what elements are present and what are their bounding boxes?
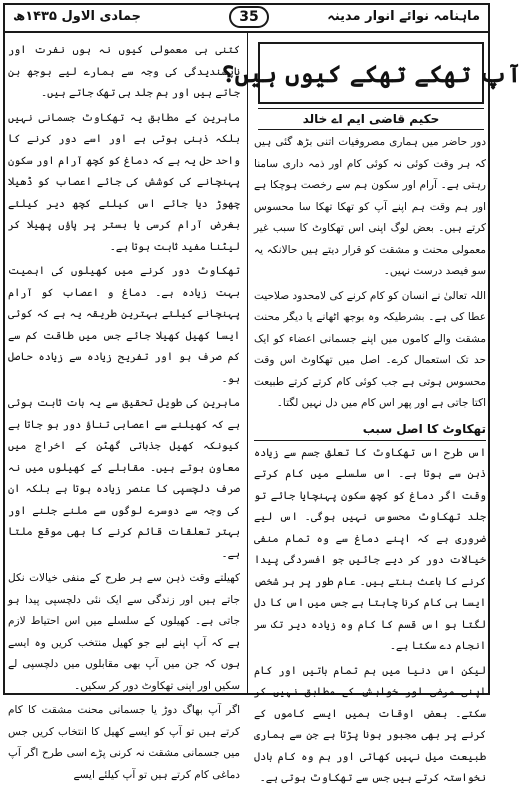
- paragraph: دور حاضر میں ہماری مصروفیات اتنی بڑھ گئی ہیں کہ ہر وقت کوئی نہ کوئی کام اور ذمہ داری سامنا رہتی ہے۔ آرام اور سکون ہم سے رخصت ہوچکا ہے اور ہم وقت ہم اپنے آپ کو تھکا تھکا سا محسوس کرتے ہیں۔ بعض لوگ اپنی اس تھکاوٹ کا سبب غیر معمولی محنت و مشقت کو قرار دیتے ہیں حالانکہ یہ سو فیصد درست نہیں۔: [254, 136, 486, 277]
- magazine-name: ماہنامہ نوائے انوار مدینہ: [327, 9, 480, 24]
- article-title-box: [220, 42, 521, 104]
- paragraph: لیکن اس دنیا میں ہم تمام باتیں اور کام اپنی مرضی اور خواہش کے مطابق نہیں کر سکتے۔ بعض اوقات ہمیں ایسے کاموں کے کرنے پر بھی مجبور ہونا پڑتا ہے جن سے ہماری طبیعت میل نہیں کھاتی اور ہم وہ کام بادل نخواستہ کرتے ہیں جس سے تھکاوٹ ہوتی ہے۔: [254, 664, 486, 784]
- paragraph: ماہرین کی طویل تحقیق سے یہ بات ثابت ہوئی ہے کہ کھیلنے سے اعصابی تناؤ دور ہو جاتا ہے کیونکہ کھیل جذباتی گھٹن کے اخراج میں معاون ہوتے ہیں۔ مقابلے کے کھیلوں میں نہ صرف دلچسپی کا عنصر زیادہ ہوتا ہے بلکہ ان کی وجہ سے دوسرے لوگوں سے ملنے جلنے اور بہتر تعلقات قائم کرنے کا بھی موقع ملتا ہے۔: [8, 397, 240, 560]
- paragraph: اللہ تعالیٰ نے انسان کو کام کرنے کی لامحدود صلاحیت عطا کی ہے۔ بشرطیکہ وہ بوجھ اٹھانے یا دیگر محنت مشقت والے کاموں میں اپنے جسمانی اعضاء کو ایک حد تک استعمال کرے۔ اصل میں تھکاوٹ اس وقت محسوس ہوتی ہے جب کوئی کام کرتے کرتے طبیعت اکتا جاتی ہے اور پھر اس کام میں دل نہیں لگتا۔: [254, 289, 486, 409]
- page-header: [3, 3, 490, 33]
- paragraph: اس طرح اس تھکاوٹ کا تعلق جسم سے زیادہ ذہن سے ہوتا ہے۔ اس سلسلے میں کام کرتے وقت اگر دماغ کو کچھ سکون پہنچایا جائے تو جلد تھکاوٹ محسوس نہیں ہوگی۔ اس لیے ضروری ہے کہ اپنے دماغ سے وہ تمام منفی خیالات دور کر دیے جائیں جو افسردگی پیدا کرنے کا باعث بنتے ہیں۔ عام طور پر ہر شخص ایسا ہی کام کرنا چاہتا ہے جس میں اس کا دل لگتا ہو اس قسم کا کام وہ زیادہ دیر تک سر انجام دے سکتا ہے۔: [254, 446, 486, 652]
- section-subheading: تھکاوٹ کا اصل سبب: [254, 418, 486, 441]
- column-divider: [247, 33, 248, 693]
- right-column: [254, 132, 486, 784]
- paragraph: کتنی ہی معمولی کیوں نہ ہوں نفرت اور ناپسندیدگی کی وجہ سے ہمارے لیے بوجھ بن جاتے ہیں اور ہم جلد ہی تھک جاتے ہیں۔: [8, 44, 240, 99]
- issue-date: جمادی الاول ۱۴۳۵ھ: [13, 9, 142, 24]
- paragraph: تھکاوٹ دور کرنے میں کھیلوں کی اہمیت بہت زیادہ ہے۔ دماغ و اعصاب کو آرام پہنچانے کیلئے بہترین طریقہ یہ ہے کہ کوئی ایسا کھیل کھیلا جائے جس میں طاقت کم سے کم صرف ہو اور تفریح زیادہ سے زیادہ حاصل ہو۔: [8, 265, 240, 385]
- article-title: آپ تھکے تھکے کیوں ہیں؟: [220, 58, 521, 88]
- page-number: 35: [229, 6, 269, 28]
- paragraph: ماہرین کے مطابق یہ تھکاوٹ جسمانی نہیں بلکہ ذہنی ہوتی ہے اور اسے دور کرنے کا واحد حل یہ ہے کہ دماغ کو کچھ آرام اور سکون پہنچانے کی کوشش کی جائے اعصاب کو ڈھیلا چھوڑ دیا جائے اس کیلئے کچھ دیر کیلئے بغرض آرام کرسی یا بستر پر پاؤں پھیلا کر لیٹنا مفید ثابت ہوتا ہے۔: [8, 111, 240, 253]
- paragraph: کھیلتے وقت ذہن سے ہر طرح کے منفی خیالات نکل جاتے ہیں اور زندگی سے ایک نئی دلچسپی پیدا ہو جاتی ہے۔ کھیلوں کے سلسلے میں اس احتیاط لازم ہے کہ آپ اپنے لیے جو کھیل منتخب کریں وہ ایسے ہوں کہ جن میں آپ بھی مقابلوں میں دلچسپی لے سکیں اور اپنی تھکاوٹ دور کر سکیں۔: [8, 572, 240, 692]
- article-author: حکیم قاضی ایم اے خالد: [258, 108, 484, 130]
- left-column: [8, 40, 240, 781]
- paragraph: اگر آپ بھاگ دوڑ یا جسمانی محنت مشقت کا کام کرتے ہیں تو آپ کو ایسے کھیل کا انتخاب کریں جس میں جسمانی مشقت نہ کرنی پڑے اسی طرح اگر آپ دماغی کام کرتے ہیں تو آپ کیلئے ایسے: [8, 704, 240, 781]
